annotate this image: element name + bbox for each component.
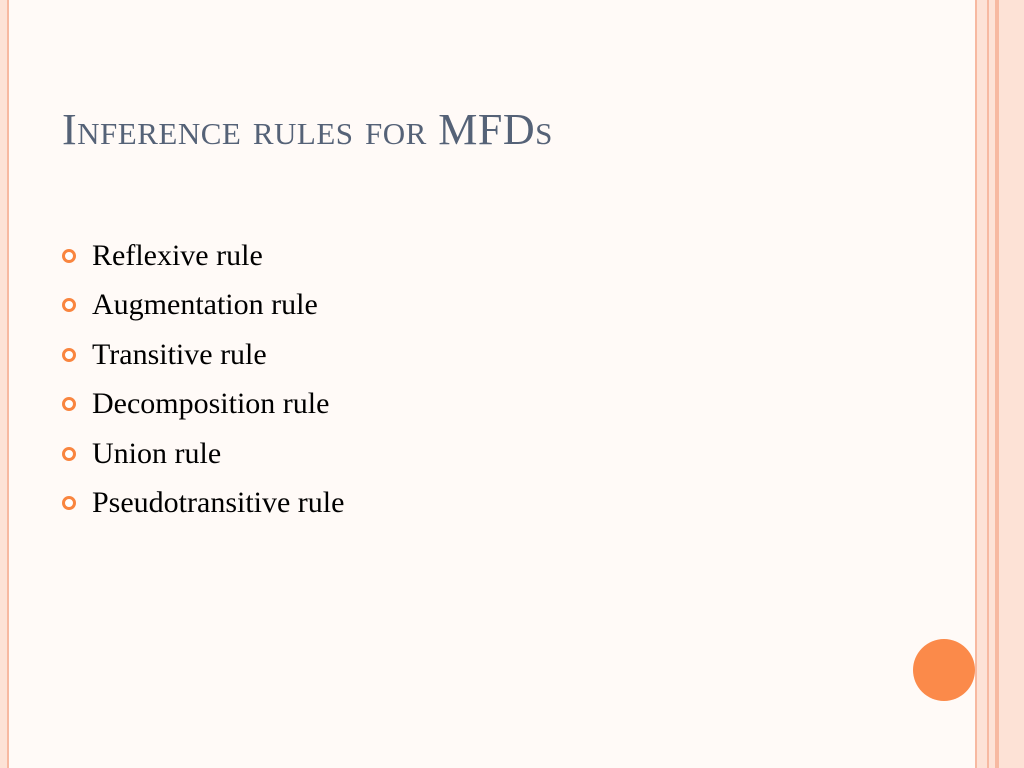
bullet-list <box>62 236 344 532</box>
right-border-stripe <box>999 0 1024 768</box>
right-border-stripe <box>977 0 987 768</box>
left-border-band <box>0 0 7 768</box>
list-item <box>62 236 344 285</box>
decorative-circle <box>913 639 975 701</box>
circle-bullet-icon <box>62 447 76 461</box>
bullet-text: Augmentation rule <box>92 288 318 322</box>
bullet-text: Decomposition rule <box>92 387 330 421</box>
circle-bullet-icon <box>62 496 76 510</box>
circle-bullet-icon <box>62 397 76 411</box>
list-item <box>62 434 344 483</box>
bullet-text: Reflexive rule <box>92 239 263 272</box>
bullet-text: Pseudotransitive rule <box>92 485 345 519</box>
list-item <box>62 335 344 384</box>
slide-title: Inference rules for MFDs <box>62 105 553 154</box>
list-item <box>62 285 344 334</box>
list-item <box>62 384 344 433</box>
circle-bullet-icon <box>62 249 76 263</box>
list-item <box>62 483 344 532</box>
circle-bullet-icon <box>62 298 76 312</box>
circle-bullet-icon <box>62 348 76 362</box>
bullet-text: Transitive rule <box>92 337 267 371</box>
bullet-text: Union rule <box>92 436 222 470</box>
